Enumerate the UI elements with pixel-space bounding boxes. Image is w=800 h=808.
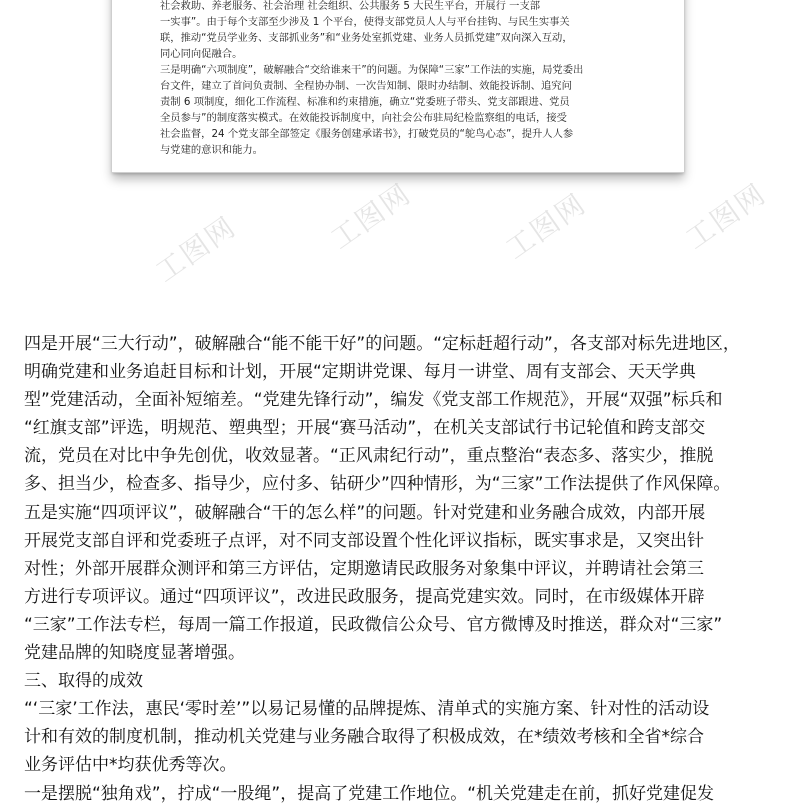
doc-line: 社会监督，24 个党支部全部签定《服务创建承诺书》，打破党员的“鸵鸟心态”，提升人人参	[160, 128, 574, 140]
section-heading: 三、取得的成效	[24, 671, 143, 692]
doc-line: 全员参与”的制度落实模式。在效能投诉制度中，向社会公布驻局纪检监察组的电话，接受	[160, 112, 567, 124]
doc-line: 联，推动“党员学业务、支部抓业务”和“业务处室抓党建、业务人员抓党建”双向深入互动，	[160, 32, 573, 44]
body-line: 开展党支部自评和党委班子点评，对不同支部设置个性化评议指标，既实事求是，又突出针	[24, 530, 704, 551]
doc-line: 三是明确“六项制度”，破解融合“交给谁来干”的问题。为保障“三家”工作法的实施，局党委出	[160, 64, 584, 76]
doc-line: 社会救助、养老服务、社会治理 社会组织、公共服务 5 大民生平台，开展行 一支部	[160, 0, 541, 12]
watermark: 工图网	[499, 186, 593, 266]
body-line: 四是开展“三大行动”，破解融合“能不能干好”的问题。“定标赶超行动”，各支部对标先进地区，	[24, 334, 740, 354]
document-page-text	[160, 0, 660, 158]
document-preview-band	[0, 0, 800, 300]
body-line: 流，党员在对比中争先创优，收效显著。“正风肃纪行动”，重点整治“表态多、落实少，推脱	[24, 446, 714, 467]
body-line: 党建品牌的知晓度显著增强。	[24, 643, 245, 664]
body-line: “红旗支部”评选，明规范、塑典型；开展“赛马活动”，在机关支部试行书记轮值和跨支部交	[24, 418, 706, 439]
doc-line: 与党建的意识和能力。	[160, 144, 263, 156]
document-page-card	[112, 0, 684, 173]
body-line: 一是摆脱“独角戏”，拧成“一股绳”，提高了党建工作地位。“机关党建走在前，抓好党建促发	[24, 783, 715, 804]
body-line: 明确党建和业务追赶目标和计划，开展“定期讲党课、每月一讲堂、周有支部会、天天学典	[24, 362, 696, 383]
doc-line: 同心同向促融合。	[160, 48, 243, 60]
watermark: 工图网	[679, 176, 773, 256]
watermark: 工图网	[324, 176, 418, 256]
body-line: 方进行专项评议。通过“四项评议”，改进民政服务，提高党建实效。同时，在市级媒体开辟	[24, 586, 705, 607]
body-line: 五是实施“四项评议”，破解融合“干的怎么样”的问题。针对党建和业务融合成效，内部开展	[24, 502, 706, 523]
body-line: 对性；外部开展群众测评和第三方评估，定期邀请民政服务对象集中评议，并聘请社会第三	[24, 558, 704, 579]
body-line: 计和有效的制度机制，推动机关党建与业务融合取得了积极成效，在*绩效考核和全省*综合	[24, 727, 704, 748]
doc-line: 台文件，建立了首问负责制、全程协办制、一次告知制、限时办结制、效能投诉制、追究问	[160, 80, 572, 92]
doc-line: 责制 6 项制度，细化工作流程、标准和约束措施，确立“党委班子带头、党支部跟进、党员	[160, 96, 570, 108]
watermark: 工图网	[149, 209, 243, 289]
body-line: 型”党建活动，全面补短缩差。“党建先锋行动”，编发《党支部工作规范》，开展“双强”标兵和	[24, 390, 723, 411]
body-line: 多、担当少，检查多、指导少，应付多、钻研少”四种情形，为“三家”工作法提供了作风保障。	[24, 474, 731, 495]
doc-line: 一实事”。由于每个支部至少涉及 1 个平台，使得支部党员人人与平台挂钩、与民生实事关	[160, 16, 570, 28]
article-body	[24, 330, 784, 808]
body-line: “‘三家’工作法，惠民‘零时差’”以易记易懂的品牌提炼、清单式的实施方案、针对性的活动设	[24, 699, 710, 720]
body-line: 业务评估中*均获优秀等次。	[24, 755, 237, 776]
body-line: “三家”工作法专栏，每周一篇工作报道，民政微信公众号、官方微博及时推送，群众对“三家”	[24, 614, 723, 635]
